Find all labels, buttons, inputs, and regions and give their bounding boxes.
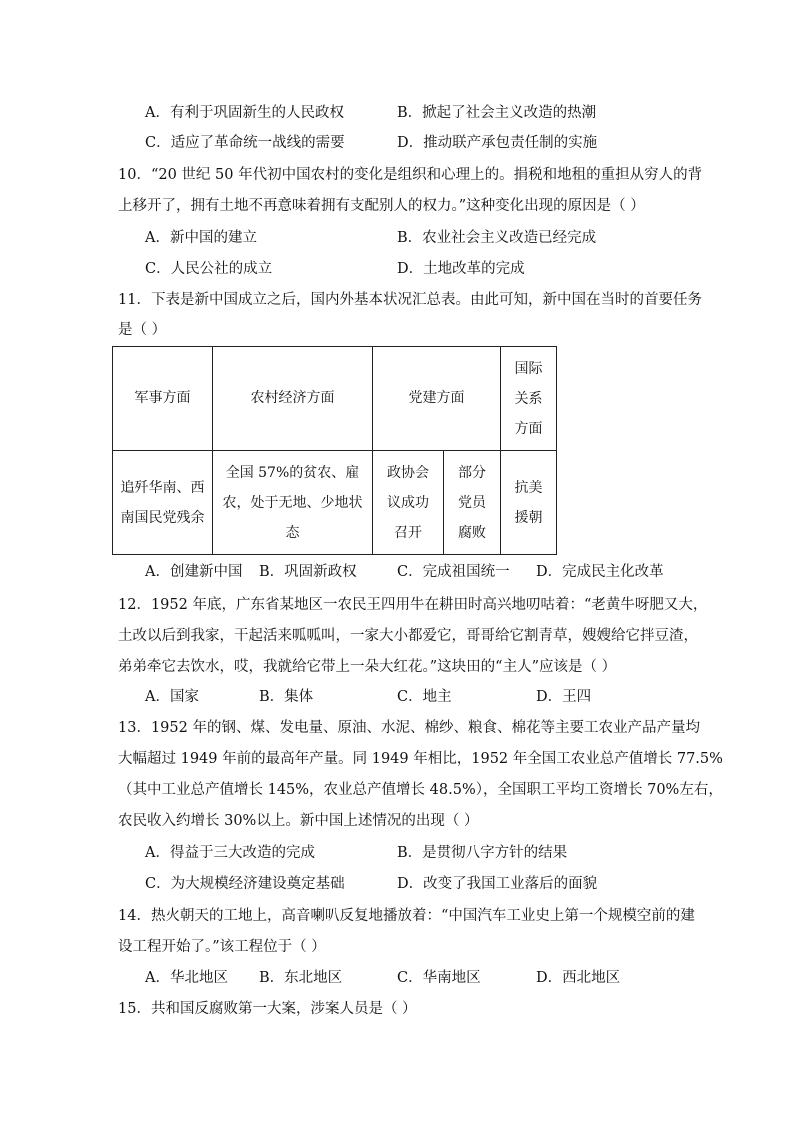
table-header-party: 党建方面 bbox=[373, 347, 501, 451]
q12-stem-line-1: 12．1952 年底，广东省某地区一农民王四用牛在耕田时高兴地叨咕着：“老黄牛呀肥又大， bbox=[118, 597, 708, 613]
table-cell-intl-cell bbox=[501, 451, 557, 555]
table-header-intl-cell bbox=[501, 347, 557, 451]
q11-option-d: D．完成民主化改革 bbox=[536, 564, 664, 580]
q13-option-d: D．改变了我国工业落后的面貌 bbox=[397, 876, 598, 892]
table-header-rural: 农村经济方面 bbox=[213, 347, 373, 451]
q12-option-d: D．王四 bbox=[536, 689, 592, 705]
q14-stem-line-2: 设工程开始了。”该工程位于（ ） bbox=[118, 939, 326, 955]
q10-stem-line-1: 10．“20 世纪 50 年代初中国农村的变化是组织和心理上的。捐税和地租的重担从穷人的背 bbox=[118, 167, 703, 183]
q13-stem-line-4: 农民收入约增长 30%以上。新中国上述情况的出现（ ） bbox=[118, 813, 479, 829]
q13-option-b: B．是贯彻八字方针的结果 bbox=[397, 845, 568, 861]
q11-stem-line-2: 是（ ） bbox=[118, 322, 167, 338]
q13-stem-line-1: 13．1952 年的钢、煤、发电量、原油、水泥、棉纱、粮食、棉花等主要工农业产品产量均 bbox=[118, 720, 700, 736]
q14-option-b: B．东北地区 bbox=[259, 970, 343, 986]
q11-option-b: B．巩固新政权 bbox=[259, 564, 357, 580]
q13-option-a: A．得益于三大改造的完成 bbox=[145, 845, 315, 861]
q11-status-table bbox=[112, 346, 557, 555]
q12-stem-line-2: 土改以后到我家，干起活来呱呱叫，一家大小都爱它，哥哥给它割青草，嫂嫂给它拌豆渣， bbox=[118, 628, 698, 644]
q11-option-a: A．创建新中国 bbox=[145, 564, 243, 580]
q10-option-a: A．新中国的建立 bbox=[145, 230, 257, 246]
q9-option-d: D．推动联产承包责任制的实施 bbox=[397, 135, 598, 151]
q12-stem-line-3: 弟弟牵它去饮水，哎，我就给它带上一朵大红花。”这块田的“主人”应该是（ ） bbox=[118, 659, 617, 675]
q9-option-c: C．适应了革命统一战线的需要 bbox=[145, 135, 345, 151]
table-cell-intl: 抗美援朝 bbox=[514, 479, 543, 526]
table-cell-party-2-cell bbox=[444, 451, 501, 555]
q14-option-a: A．华北地区 bbox=[145, 970, 228, 986]
q15-stem-line-1: 15．共和国反腐败第一大案，涉案人员是（ ） bbox=[118, 1001, 417, 1017]
q10-option-b: B．农业社会主义改造已经完成 bbox=[397, 230, 597, 246]
q10-option-d: D．土地改革的完成 bbox=[397, 261, 525, 277]
q13-option-c: C．为大规模经济建设奠定基础 bbox=[145, 876, 345, 892]
q10-stem-line-2: 上移开了，拥有土地不再意味着拥有支配别人的权力。”这种变化出现的原因是（ ） bbox=[118, 198, 645, 214]
table-cell-party-2: 部分党员腐败 bbox=[458, 464, 486, 541]
table-cell-military: 追歼华南、西南国民党残余 bbox=[120, 479, 205, 526]
q12-option-b: B．集体 bbox=[259, 689, 314, 705]
q12-option-a: A．国家 bbox=[145, 689, 199, 705]
q12-option-c: C．地主 bbox=[397, 689, 452, 705]
table-cell-rural: 全国 57%的贫农、雇农，处于无地、少地状态 bbox=[222, 464, 363, 541]
q13-stem-line-2: 大幅超过 1949 年前的最高年产量。同 1949 年相比，1952 年全国工农业总产值增长 77.5% bbox=[118, 751, 723, 767]
q11-option-c: C．完成祖国统一 bbox=[397, 564, 510, 580]
q11-stem-line-1: 11．下表是新中国成立之后，国内外基本状况汇总表。由此可知，新中国在当时的首要任务 bbox=[118, 292, 702, 308]
table-cell-party-1-cell bbox=[373, 451, 444, 555]
table-cell-rural-cell bbox=[213, 451, 373, 555]
table-cell-military-cell bbox=[113, 451, 213, 555]
q13-stem-line-3: （其中工业总产值增长 145%，农业总产值增长 48.5%），全国职工平均工资增长 70%左右， bbox=[118, 782, 723, 798]
q14-option-d: D．西北地区 bbox=[536, 970, 621, 986]
table-cell-party-1: 政协会议成功召开 bbox=[387, 464, 429, 541]
q14-option-c: C．华南地区 bbox=[397, 970, 481, 986]
table-header-military: 军事方面 bbox=[113, 347, 213, 451]
q9-option-a: A．有利于巩固新生的人民政权 bbox=[145, 105, 344, 121]
table-header-intl: 国际关系方面 bbox=[514, 360, 543, 437]
q10-option-c: C．人民公社的成立 bbox=[145, 261, 273, 277]
q9-option-b: B．掀起了社会主义改造的热潮 bbox=[397, 105, 597, 121]
q14-stem-line-1: 14．热火朝天的工地上，高音喇叭反复地播放着：“中国汽车工业史上第一个规模空前的建 bbox=[118, 908, 695, 924]
